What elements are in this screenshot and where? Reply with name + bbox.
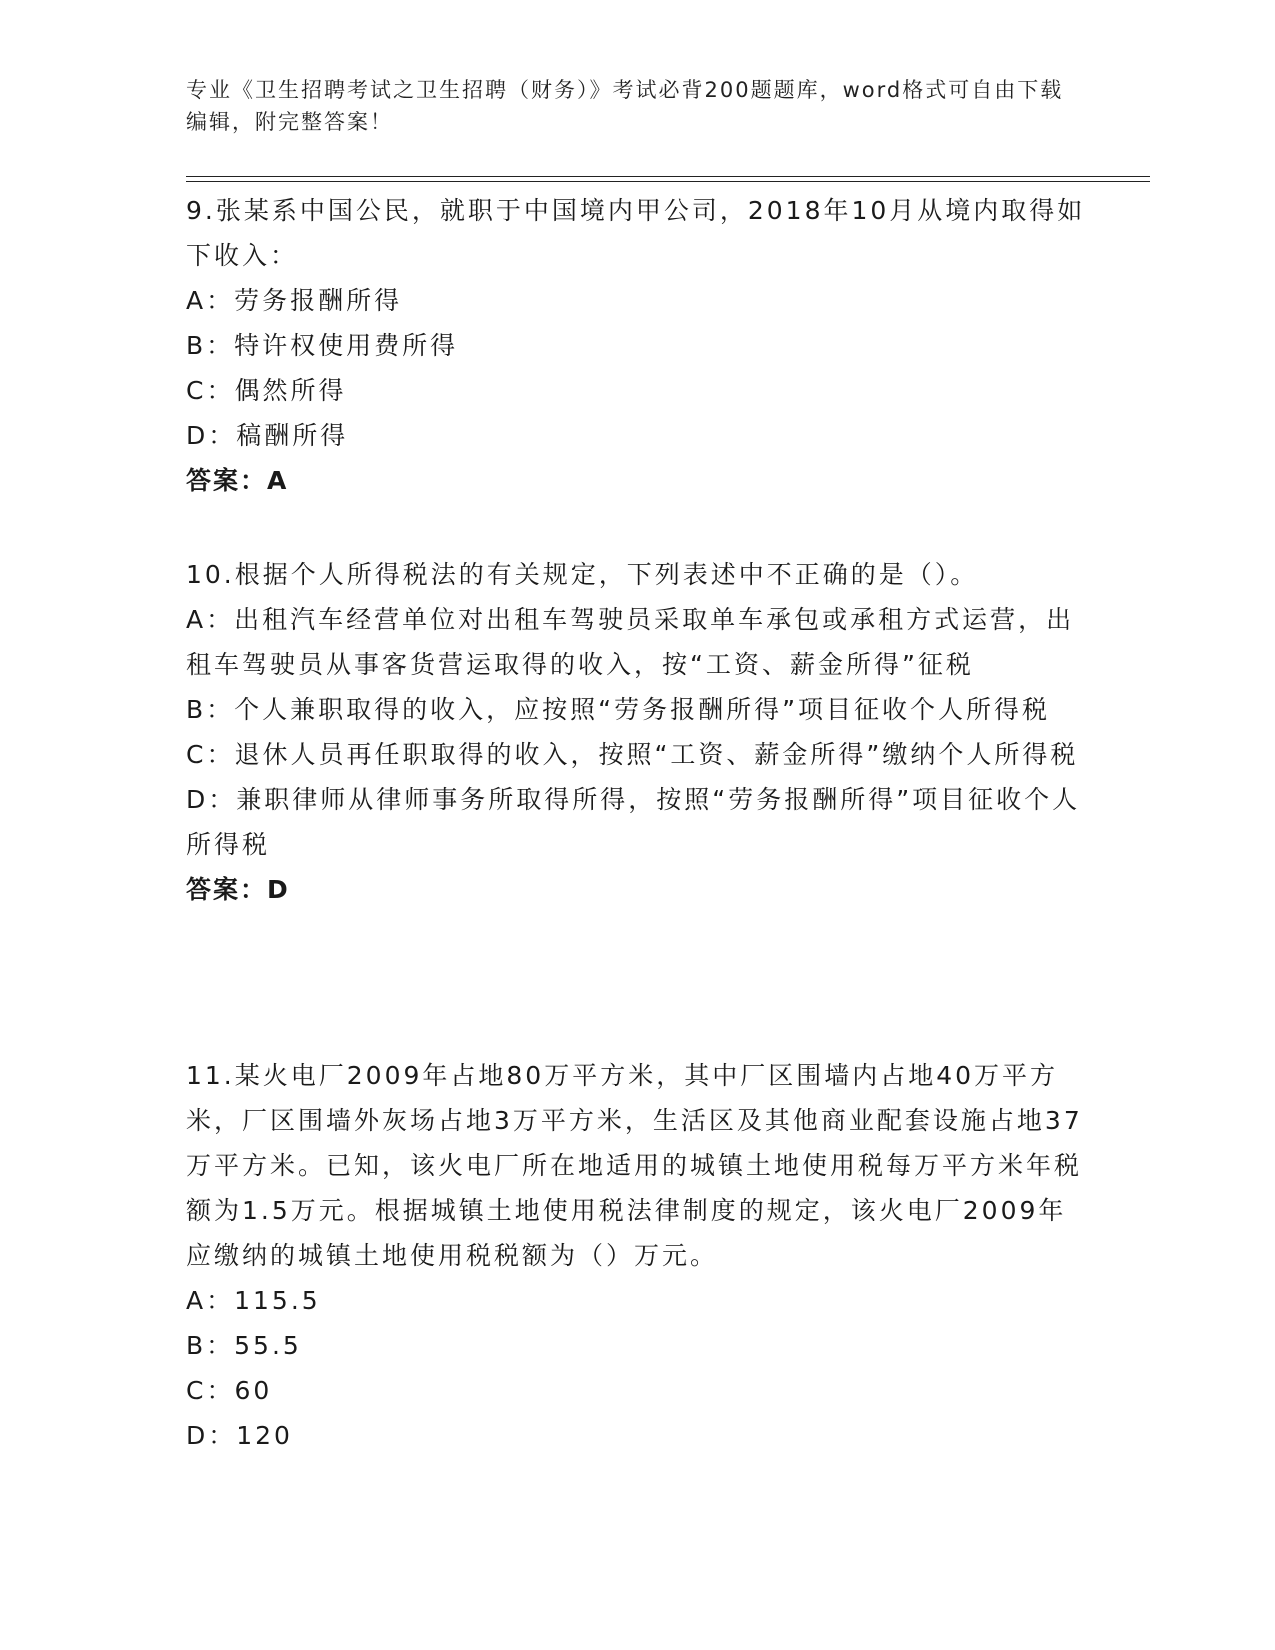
option-b: B：特许权使用费所得 xyxy=(186,331,459,360)
option-c: C：退休人员再任职取得的收入，按照“工资、薪金所得”缴纳个人所得税 xyxy=(186,740,1079,769)
option-c: C：60 xyxy=(186,1376,273,1405)
option-a: A：劳务报酬所得 xyxy=(186,286,403,315)
option-d: D：兼职律师从律师事务所取得所得，按照“劳务报酬所得”项目征收个人所得税 xyxy=(186,785,1081,859)
document-header: 专业《卫生招聘考试之卫生招聘（财务）》考试必背200题题库，word格式可自由下载编辑，附完整答案！ xyxy=(186,78,1064,134)
question-stem: 9.张某系中国公民，就职于中国境内甲公司，2018年10月从境内取得如下收入： xyxy=(186,196,1086,270)
option-c: C：偶然所得 xyxy=(186,376,347,405)
question-10 xyxy=(186,552,1086,912)
header-divider-top xyxy=(186,176,1150,177)
header-divider-bottom xyxy=(186,181,1150,182)
question-9 xyxy=(186,188,1086,503)
question-11 xyxy=(186,1053,1086,1458)
option-a: A：115.5 xyxy=(186,1286,321,1315)
option-d: D：120 xyxy=(186,1421,293,1450)
option-a: A：出租汽车经营单位对出租车驾驶员采取单车承包或承租方式运营，出租车驾驶员从事客货营运取得的收入，按“工资、薪金所得”征税 xyxy=(186,605,1075,679)
option-b: B：55.5 xyxy=(186,1331,302,1360)
option-d: D：稿酬所得 xyxy=(186,421,349,450)
question-stem: 10.根据个人所得税法的有关规定，下列表述中不正确的是（）。 xyxy=(186,560,979,589)
answer-line: 答案：A xyxy=(186,466,289,495)
question-stem: 11.某火电厂2009年占地80万平方米，其中厂区围墙内占地40万平方米，厂区围墙外灰场占地3万平方米，生活区及其他商业配套设施占地37万平方米。已知，该火电厂所在地适用的城镇土地使用税每万平方米年税额为1.5万元。根据城镇土地使用税法律制度的规定，该火电厂2009年应缴纳的城镇土地使用税税额为（）万元。 xyxy=(186,1061,1083,1270)
option-b: B：个人兼职取得的收入，应按照“劳务报酬所得”项目征收个人所得税 xyxy=(186,695,1051,724)
answer-line: 答案：D xyxy=(186,875,290,904)
